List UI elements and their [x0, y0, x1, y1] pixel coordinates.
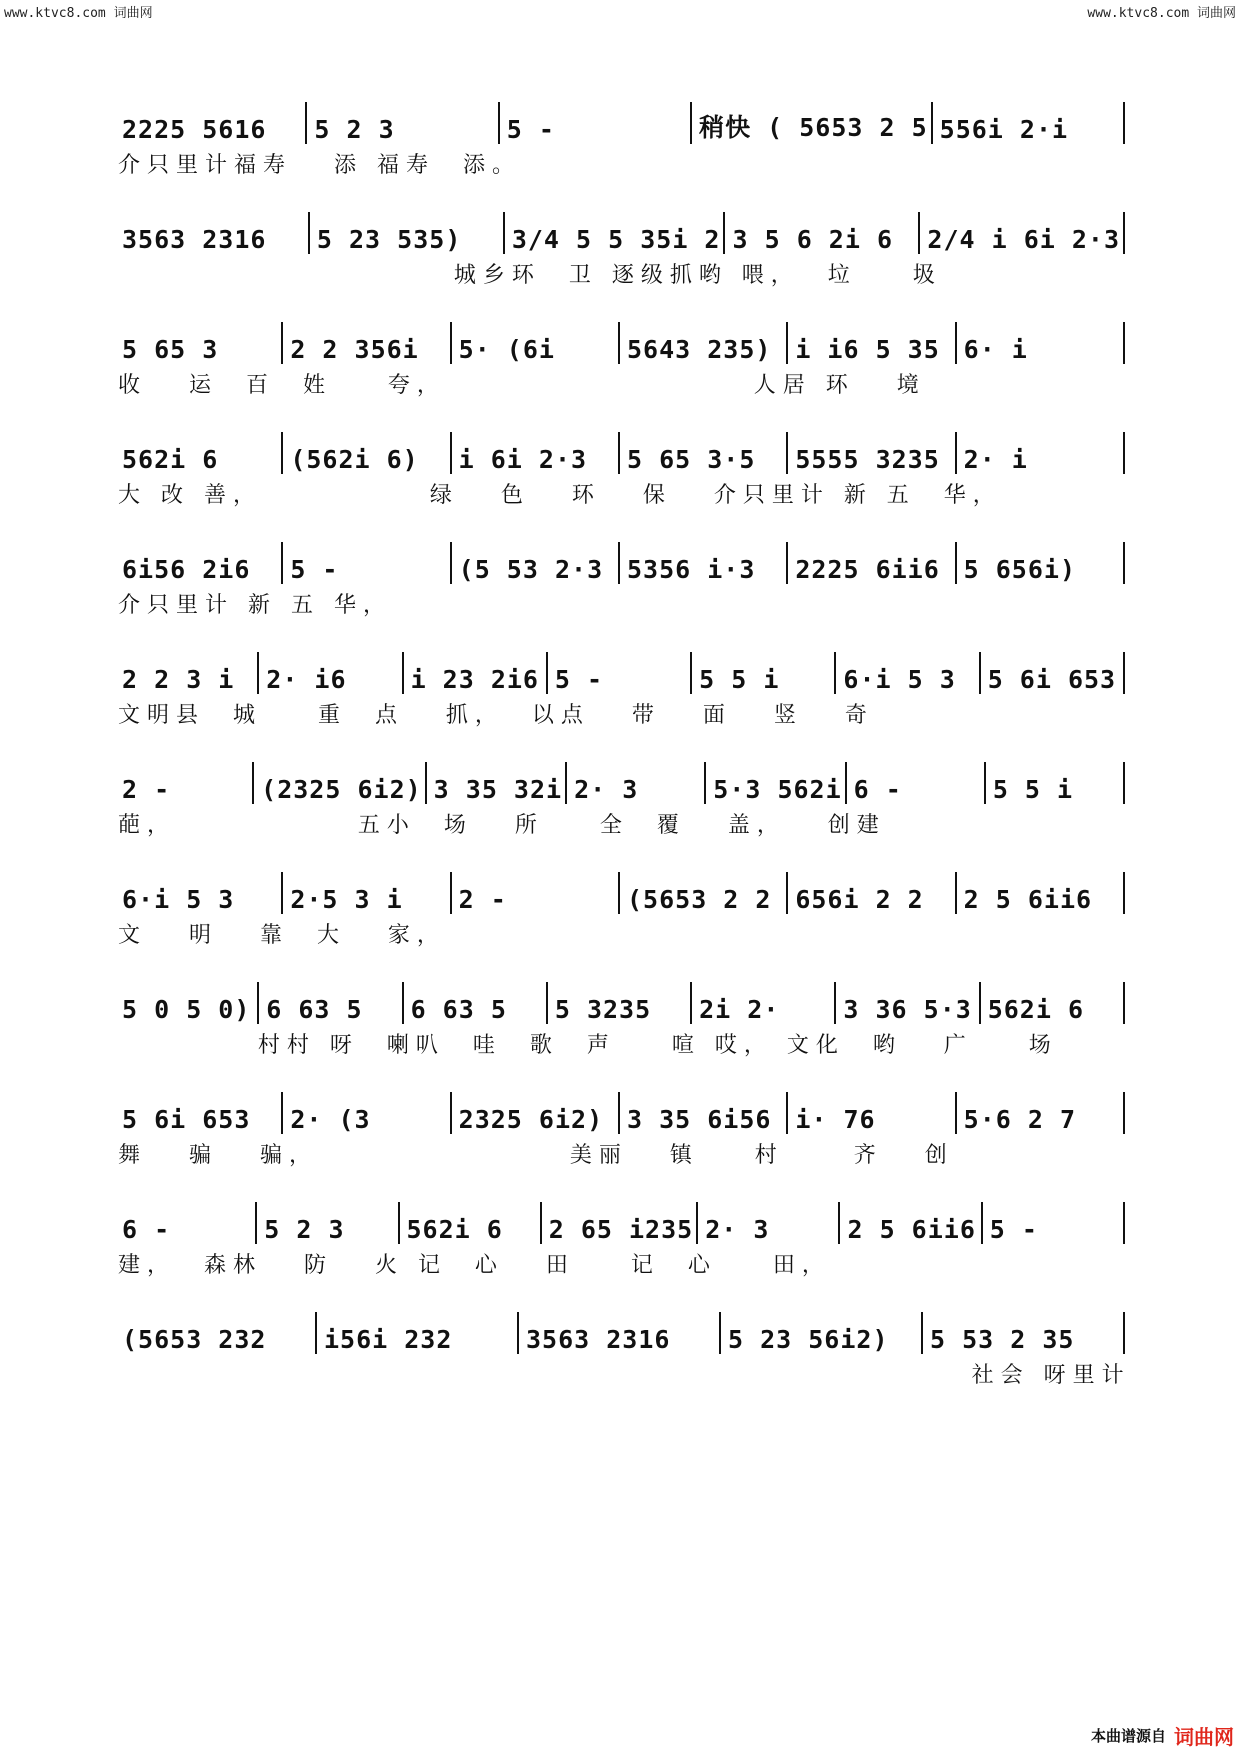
lyrics-line: 村村 呀 喇叭 哇 歌 声 喧 哎， 文化 哟 广 场	[118, 1033, 1058, 1058]
barline	[786, 872, 788, 914]
measure: 2·5 3 i	[290, 885, 403, 914]
measure: 5 -	[554, 665, 603, 694]
barline	[1123, 542, 1125, 584]
barline	[281, 432, 283, 474]
barline	[252, 762, 254, 804]
measure: 5643 235)	[626, 335, 772, 364]
source-note: 本曲谱源自	[1090, 1727, 1166, 1745]
measure: 2225 6ii6	[795, 555, 940, 584]
barline	[1123, 982, 1125, 1024]
barline	[786, 322, 788, 364]
barline	[1123, 212, 1125, 254]
measure: 2/4 i 6i 2·3	[927, 225, 1121, 254]
measure: (5653 232	[122, 1325, 267, 1354]
barline	[498, 102, 500, 144]
notation-line	[118, 1090, 1128, 1134]
measure: 5· (6i	[458, 335, 555, 364]
barline	[1123, 1202, 1125, 1244]
measure: 2325 6i2)	[458, 1105, 604, 1134]
lyrics-line: 文明县 城 重 点 抓， 以点 带 面 竖 奇	[118, 703, 874, 728]
barline	[281, 872, 283, 914]
measure: 2· i	[963, 445, 1028, 474]
barline	[845, 762, 847, 804]
barline	[786, 432, 788, 474]
score-system	[118, 650, 1128, 760]
score-system	[118, 100, 1128, 210]
barline	[1123, 1312, 1125, 1354]
measure: 3563 2316	[122, 225, 267, 254]
barline	[546, 652, 548, 694]
measure: 2· 3	[574, 775, 639, 804]
measure: (562i 6)	[290, 445, 419, 474]
barline	[1123, 102, 1125, 144]
measure: 5 -	[989, 1215, 1038, 1244]
measure: 6i56 2i6	[122, 555, 251, 584]
notation-line	[118, 540, 1128, 584]
measure: i i6 5 35	[795, 335, 940, 364]
measure: 5 3235	[554, 995, 652, 1024]
barline	[984, 762, 986, 804]
barline	[786, 1092, 788, 1134]
score-system	[118, 430, 1128, 540]
measure: 5 -	[506, 115, 555, 144]
score-system	[118, 320, 1128, 430]
measure: 2 5 6ii6	[963, 885, 1093, 914]
measure: 556i 2·i	[939, 115, 1069, 144]
barline	[402, 982, 404, 1024]
measure: 2 5 6ii6	[847, 1215, 976, 1244]
barline	[955, 432, 957, 474]
measure: 5 656i)	[963, 555, 1076, 584]
barline	[690, 982, 692, 1024]
measure: 3 35 32i	[433, 775, 563, 804]
barline	[1123, 1092, 1125, 1134]
barline	[690, 652, 692, 694]
score-system	[118, 980, 1128, 1090]
barline	[450, 872, 452, 914]
notation-line	[118, 1200, 1128, 1244]
barline	[618, 322, 620, 364]
barline	[257, 982, 259, 1024]
barline	[704, 762, 706, 804]
barline	[398, 1202, 400, 1244]
footer	[1091, 1721, 1234, 1750]
measure: 3 5 6 2i 6	[732, 225, 893, 254]
barline	[315, 1312, 317, 1354]
measure: 562i 6	[122, 445, 219, 474]
barline	[981, 1202, 983, 1244]
measure: 5 6i 653	[987, 665, 1117, 694]
barline	[281, 542, 283, 584]
lyrics-line: 介只里计 新 五 华，	[118, 593, 392, 618]
barline	[618, 872, 620, 914]
barline	[308, 212, 310, 254]
measure: 稍快 ( 5653 2 5	[699, 113, 928, 142]
barline	[838, 1202, 840, 1244]
barline	[834, 652, 836, 694]
lyrics-line: 介只里计福寿 添 福寿 添。	[118, 153, 521, 178]
barline	[450, 432, 452, 474]
lyrics-line: 文 明 靠 大 家，	[118, 923, 446, 948]
measure: (2325 6i2)	[261, 775, 422, 804]
barline	[955, 542, 957, 584]
measure: 5 65 3	[122, 335, 219, 364]
lyrics-line: 建， 森林 防 火 记 心 田 记 心 田，	[118, 1253, 831, 1278]
notation-line	[118, 980, 1128, 1024]
barline	[618, 542, 620, 584]
lyrics-line: 收 运 百 姓 夸， 人居 环 境	[118, 373, 926, 398]
measure: 6 -	[122, 1215, 171, 1244]
measure: 6· i	[963, 335, 1028, 364]
measure: 5·3 562i	[713, 775, 842, 804]
barline	[540, 1202, 542, 1244]
measure: 2 -	[122, 775, 171, 804]
measure: 5 2 3	[264, 1215, 345, 1244]
notation-line	[118, 650, 1128, 694]
score-system	[118, 210, 1128, 320]
measure: i 6i 2·3	[458, 445, 588, 474]
notation-line	[118, 430, 1128, 474]
score-system	[118, 540, 1128, 650]
barline	[979, 652, 981, 694]
measure: 656i 2 2	[795, 885, 924, 914]
barline	[257, 652, 259, 694]
measure: 6·i 5 3	[122, 885, 235, 914]
measure: 5 53 2 35	[930, 1325, 1075, 1354]
measure: 5 6i 653	[122, 1105, 251, 1134]
barline	[281, 322, 283, 364]
measure: 2 2 356i	[290, 335, 419, 364]
measure: 3 36 5·3	[843, 995, 972, 1024]
barline	[690, 102, 692, 144]
measure: 2· 3	[705, 1215, 770, 1244]
score-system	[118, 1090, 1128, 1200]
site-logo: 词曲网	[1174, 1725, 1234, 1749]
barline	[255, 1202, 257, 1244]
barline	[305, 102, 307, 144]
measure: i 23 2i6	[410, 665, 539, 694]
measure: 2· i6	[266, 665, 347, 694]
measure: 5 5 i	[699, 665, 780, 694]
score-system	[118, 870, 1128, 980]
measure: 2 -	[458, 885, 507, 914]
barline	[517, 1312, 519, 1354]
barline	[921, 1312, 923, 1354]
score-system	[118, 760, 1128, 870]
measure: 2· (3	[290, 1105, 371, 1134]
measure: 5 5 i	[992, 775, 1074, 804]
site-watermark-left: www.ktvc8.com 词曲网	[4, 6, 153, 21]
measure: 2i 2·	[699, 995, 780, 1024]
barline	[955, 322, 957, 364]
barline	[696, 1202, 698, 1244]
score-system	[118, 1200, 1128, 1310]
measure: 5 23 56i2)	[728, 1325, 889, 1354]
barline	[1123, 872, 1125, 914]
barline	[618, 1092, 620, 1134]
notation-line	[118, 210, 1128, 254]
measure: 5·6 2 7	[963, 1105, 1076, 1134]
measure: 5356 i·3	[626, 555, 756, 584]
lyrics-line: 葩， 五小 场 所 全 覆 盖， 创建	[118, 813, 886, 838]
measure: 6 -	[853, 775, 902, 804]
measure: 5 23 535)	[316, 225, 462, 254]
measure: 3/4 5 5 35i 2	[511, 225, 721, 254]
lyrics-line: 城乡环 卫 逐级抓哟 喂， 垃 圾	[118, 263, 942, 288]
barline	[618, 432, 620, 474]
barline	[1123, 432, 1125, 474]
measure: 6·i 5 3	[843, 665, 956, 694]
measure: i56i 232	[324, 1325, 453, 1354]
notation-line	[118, 320, 1128, 364]
barline	[450, 1092, 452, 1134]
lyrics-line: 大 改 善， 绿 色 环 保 介只里计 新 五 华，	[118, 483, 1002, 508]
barline	[786, 542, 788, 584]
measure: 6 63 5	[410, 995, 507, 1024]
lyrics-line: 社会 呀里计	[118, 1363, 1131, 1388]
barline	[931, 102, 933, 144]
measure: 562i 6	[406, 1215, 503, 1244]
barline	[281, 1092, 283, 1134]
notation-line	[118, 870, 1128, 914]
measure: 5 65 3·5	[626, 445, 756, 474]
barline	[1123, 762, 1125, 804]
measure: i· 76	[795, 1105, 876, 1134]
barline	[1123, 652, 1125, 694]
barline	[565, 762, 567, 804]
measure: 5555 3235	[795, 445, 940, 474]
measure: 3 35 6i56	[626, 1105, 772, 1134]
barline	[723, 212, 725, 254]
site-watermark-right: www.ktvc8.com 词曲网	[1087, 6, 1236, 21]
barline	[450, 322, 452, 364]
measure: 6 63 5	[266, 995, 363, 1024]
measure: 2225 5616	[122, 115, 267, 144]
measure: 562i 6	[987, 995, 1084, 1024]
measure: 5 -	[290, 555, 339, 584]
barline	[425, 762, 427, 804]
lyrics-line: 舞 骗 骗， 美丽 镇 村 齐 创	[118, 1143, 954, 1168]
barline	[834, 982, 836, 1024]
measure: 5 0 5 0)	[122, 995, 251, 1024]
barline	[955, 1092, 957, 1134]
measure: (5653 2 2	[626, 885, 772, 914]
notation-line	[118, 1310, 1128, 1354]
barline	[1123, 322, 1125, 364]
barline	[719, 1312, 721, 1354]
barline	[503, 212, 505, 254]
barline	[402, 652, 404, 694]
score-system	[118, 1310, 1131, 1420]
barline	[450, 542, 452, 584]
barline	[955, 872, 957, 914]
measure: 2 65 i235	[548, 1215, 694, 1244]
barline	[546, 982, 548, 1024]
notation-line	[118, 100, 1128, 144]
measure: 3563 2316	[526, 1325, 671, 1354]
measure: (5 53 2·3	[458, 555, 604, 584]
measure: 2 2 3 i	[122, 665, 235, 694]
barline	[918, 212, 920, 254]
notation-line	[118, 760, 1128, 804]
barline	[979, 982, 981, 1024]
measure: 5 2 3	[314, 115, 395, 144]
